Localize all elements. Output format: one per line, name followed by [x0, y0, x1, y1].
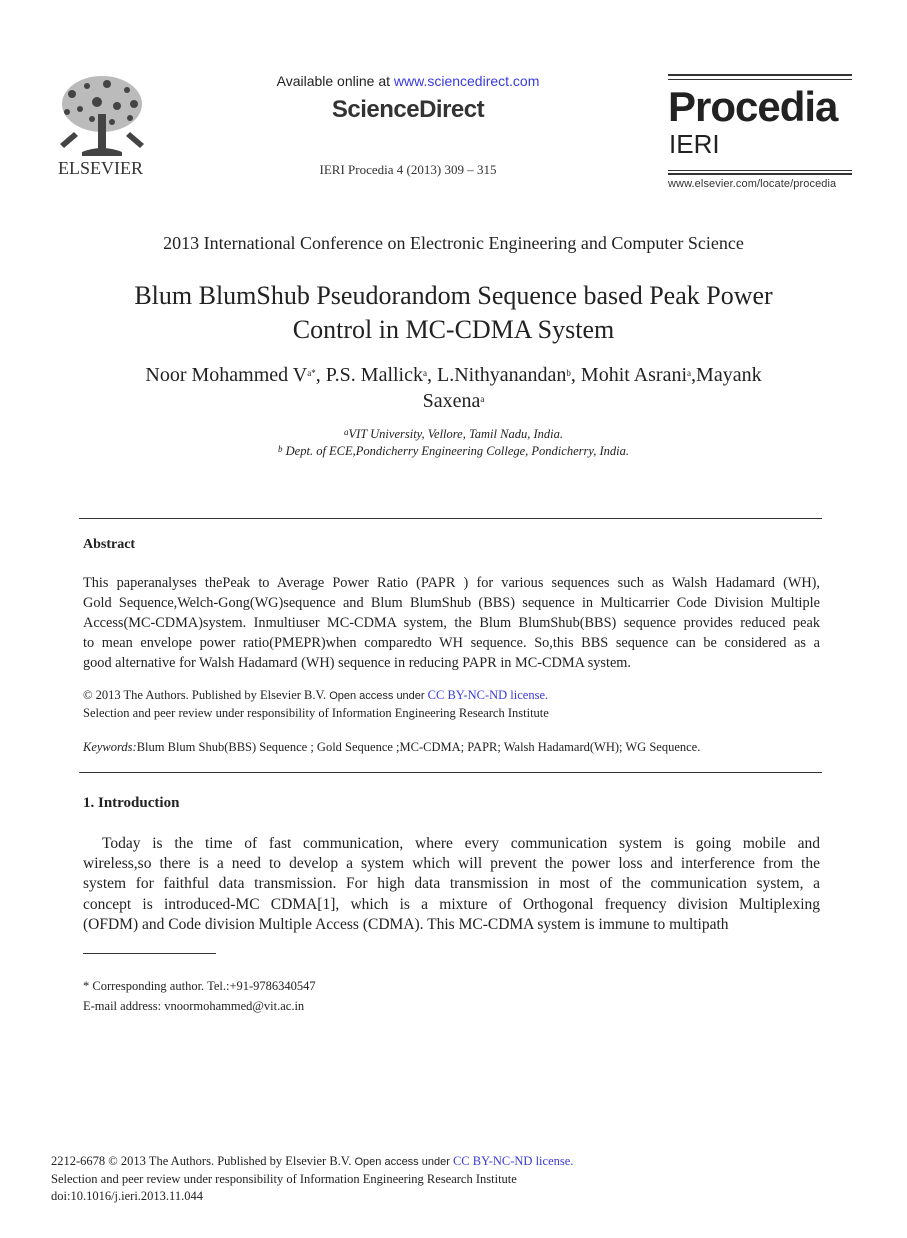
- author-6-sup: a: [480, 394, 485, 404]
- copyright-line-1: [83, 687, 549, 705]
- affiliation-a-text: VIT University, Vellore, Tamil Nadu, India.: [348, 427, 563, 441]
- intro-line: concept is introduced-MC CDMA[1], which is a mixture of Orthogonal frequency division Multiplexing: [83, 895, 820, 913]
- footer-license-link[interactable]: CC BY-NC-ND license.: [452, 1154, 574, 1168]
- paper-title-line-2: Control in MC-CDMA System: [292, 315, 615, 344]
- keywords-text: Blum Blum Shub(BBS) Sequence ; Gold Sequence ;MC-CDMA; PAPR; Walsh Hadamard(WH); WG Sequence.: [136, 740, 701, 754]
- abstract-line: good alternative for Walsh Hadamard (WH) sequence in reducing PAPR in MC-CDMA system.: [83, 655, 631, 671]
- license-link[interactable]: CC BY-NC-ND license.: [427, 688, 549, 702]
- abstract-line: This paperanalyses thePeak to Average Power Ratio (PAPR ) for various sequences such as Walsh Hadamard (WH),: [83, 575, 820, 591]
- affiliation-b-sup: b: [278, 444, 283, 454]
- procedia-bottom-rule: [668, 170, 852, 171]
- authors-line-1: [50, 362, 857, 388]
- introduction-heading: 1. Introduction: [83, 795, 180, 811]
- author-4: , Mohit Asrani: [570, 364, 688, 386]
- author-3-sup: b: [566, 368, 571, 378]
- affiliation-b: [50, 443, 857, 460]
- footer-doi[interactable]: doi:10.1016/j.ieri.2013.11.044: [51, 1189, 203, 1203]
- conference-name: 2013 International Conference on Electronic Engineering and Computer Science: [163, 233, 744, 253]
- abstract-heading: Abstract: [83, 537, 136, 552]
- procedia-url[interactable]: www.elsevier.com/locate/procedia: [668, 178, 837, 190]
- open-access-text: Open access under: [329, 690, 428, 702]
- journal-citation: IERI Procedia 4 (2013) 309 – 315: [319, 162, 497, 177]
- abstract-top-rule: [79, 518, 822, 519]
- procedia-bottom-rule-2: [668, 173, 852, 175]
- paper-title-line-1: Blum BlumShub Pseudorandom Sequence based Peak Power: [134, 281, 773, 310]
- introduction-body: [83, 834, 820, 935]
- author-1: Noor Mohammed V: [145, 364, 308, 386]
- page-footer: [51, 1153, 573, 1205]
- footnote: [83, 976, 316, 1016]
- intro-line: (OFDM) and Code division Multiple Access (CDMA). This MC-CDMA system is immune to multipath: [83, 915, 729, 933]
- abstract-line: Access(MC-CDMA)system. Inmultiuser MC-CDMA system, the Blum BlumShub(BBS) sequence provides reduced peak: [83, 615, 820, 631]
- paper-title: [50, 279, 857, 347]
- sciencedirect-wordmark: ScienceDirect: [331, 96, 485, 123]
- author-4-sup: a: [687, 368, 692, 378]
- author-5: ,Mayank: [691, 364, 762, 386]
- elsevier-logo: [52, 74, 152, 178]
- abstract-bottom-rule: [79, 772, 822, 773]
- affiliations: [50, 426, 857, 460]
- affiliation-b-text: Dept. of ECE,Pondicherry Engineering College, Pondicherry, India.: [282, 444, 629, 458]
- abstract-body: [83, 573, 820, 673]
- footnote-rule: [83, 953, 216, 954]
- author-1-sup: a*: [307, 368, 316, 378]
- affiliation-a-sup: a: [344, 427, 349, 437]
- footer-copyright: 2212-6678 © 2013 The Authors. Published by Elsevier B.V.: [51, 1154, 355, 1168]
- sciencedirect-link[interactable]: www.sciencedirect.com: [393, 73, 540, 89]
- copyright-text: © 2013 The Authors. Published by Elsevier B.V.: [83, 688, 330, 702]
- copyright-line-2: Selection and peer review under responsibility of Information Engineering Research Institute: [83, 706, 549, 720]
- footer-line-2: Selection and peer review under responsibility of Information Engineering Research Institute: [51, 1172, 517, 1186]
- abstract-line: Gold Sequence,Welch-Gong(WG)sequence and Blum BlumShub (BBS) sequence in Multicarrier Code Division Multiple: [83, 595, 820, 611]
- affiliation-a: [50, 426, 857, 443]
- author-2-sup: a: [423, 368, 427, 378]
- author-2: , P.S. Mallick: [315, 364, 423, 386]
- email-address: E-mail address: vnoormohammed@vit.ac.in: [83, 999, 305, 1013]
- abstract-line: to mean envelope power ratio(PMEPR)when comparedto WH sequence. So,this BBS sequence can be considered as a: [83, 635, 820, 651]
- authors: [50, 362, 857, 414]
- elsevier-logo-text: ELSEVIER: [58, 158, 143, 178]
- intro-line: system for faithful data transmission. For high data transmission in most of the communication system, a: [83, 875, 820, 893]
- procedia-top-rule: [668, 74, 852, 76]
- corresponding-author: * Corresponding author. Tel.:+91-9786340547: [83, 979, 316, 993]
- elsevier-tree-icon: [52, 74, 152, 160]
- procedia-name: Procedia: [668, 83, 838, 130]
- intro-line: wireless,so there is a need to develop a system which will prevent the power loss and interference from the: [83, 855, 820, 873]
- footer-open-access: Open access under: [354, 1156, 453, 1168]
- author-6: Saxena: [422, 390, 481, 412]
- procedia-sub: IERI: [669, 129, 720, 159]
- authors-line-2: [50, 388, 857, 414]
- intro-line: Today is the time of fast communication, where every communication system is going mobile and: [102, 835, 820, 852]
- procedia-logo: [668, 74, 854, 194]
- footer-line-1: [51, 1153, 573, 1171]
- author-3: , L.Nithyanandan: [427, 364, 567, 386]
- available-online: [250, 73, 566, 89]
- available-online-prefix: Available online at: [276, 73, 394, 89]
- procedia-top-rule-2: [668, 79, 852, 80]
- keywords: [83, 740, 700, 755]
- keywords-label: Keywords:: [83, 740, 137, 754]
- copyright-notice: [83, 687, 549, 722]
